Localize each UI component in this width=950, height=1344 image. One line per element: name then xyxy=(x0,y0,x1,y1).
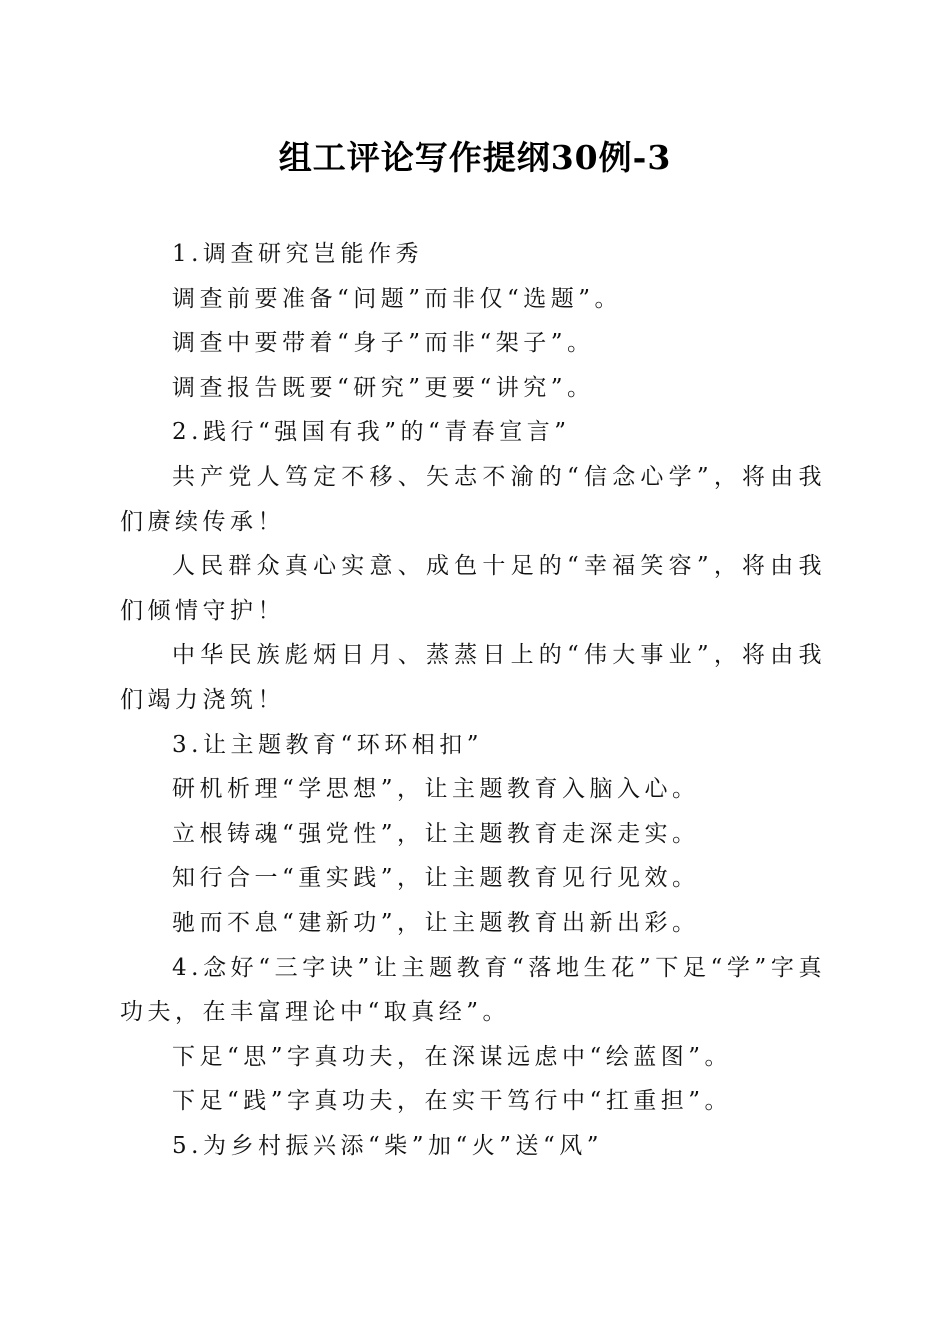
section-heading-5: 5.为乡村振兴添“柴”加“火”送“风” xyxy=(172,1132,603,1159)
paragraph: 人民群众真心实意、成色十足的“幸福笑容”，将由我们倾情守护！ xyxy=(120,553,826,624)
section-heading-2: 2.践行“强国有我”的“青春宣言” xyxy=(172,419,571,446)
paragraph: 调查报告既要“研究”更要“讲究”。 xyxy=(172,374,595,401)
paragraph: 调查前要准备“问题”而非仅“选题”。 xyxy=(172,285,623,312)
section-heading-1: 1.调查研究岂能作秀 xyxy=(172,241,423,267)
paragraph: 研机析理“学思想”，让主题教育入脑入心。 xyxy=(172,776,700,803)
paragraph: 知行合一“重实践”，让主题教育见行见效。 xyxy=(172,865,700,892)
document-body xyxy=(120,232,826,1168)
paragraph: 驰而不息“建新功”，让主题教育出新出彩。 xyxy=(172,909,700,936)
paragraph: 中华民族彪炳日月、蒸蒸日上的“伟大事业”，将由我们竭力浇筑！ xyxy=(120,642,826,713)
paragraph: 共产党人笃定不移、矢志不渝的“信念心学”，将由我们赓续传承！ xyxy=(120,463,826,535)
paragraph: 调查中要带着“身子”而非“架子”。 xyxy=(172,330,595,357)
paragraph: 立根铸魂“强党性”，让主题教育走深走实。 xyxy=(172,820,700,847)
section-heading-3: 3.让主题教育“环环相扣” xyxy=(172,731,483,758)
document-title: 组工评论写作提纲30例-3 xyxy=(278,138,672,177)
section-heading-4: 4.念好“三字诀”让主题教育“落地生花”下足“学”字真功夫，在丰富理论中“取真经”。 xyxy=(120,954,826,1026)
paragraph: 下足“思”字真功夫，在深谋远虑中“绘蓝图”。 xyxy=(172,1043,733,1070)
paragraph: 下足“践”字真功夫，在实干笃行中“扛重担”。 xyxy=(172,1088,733,1115)
